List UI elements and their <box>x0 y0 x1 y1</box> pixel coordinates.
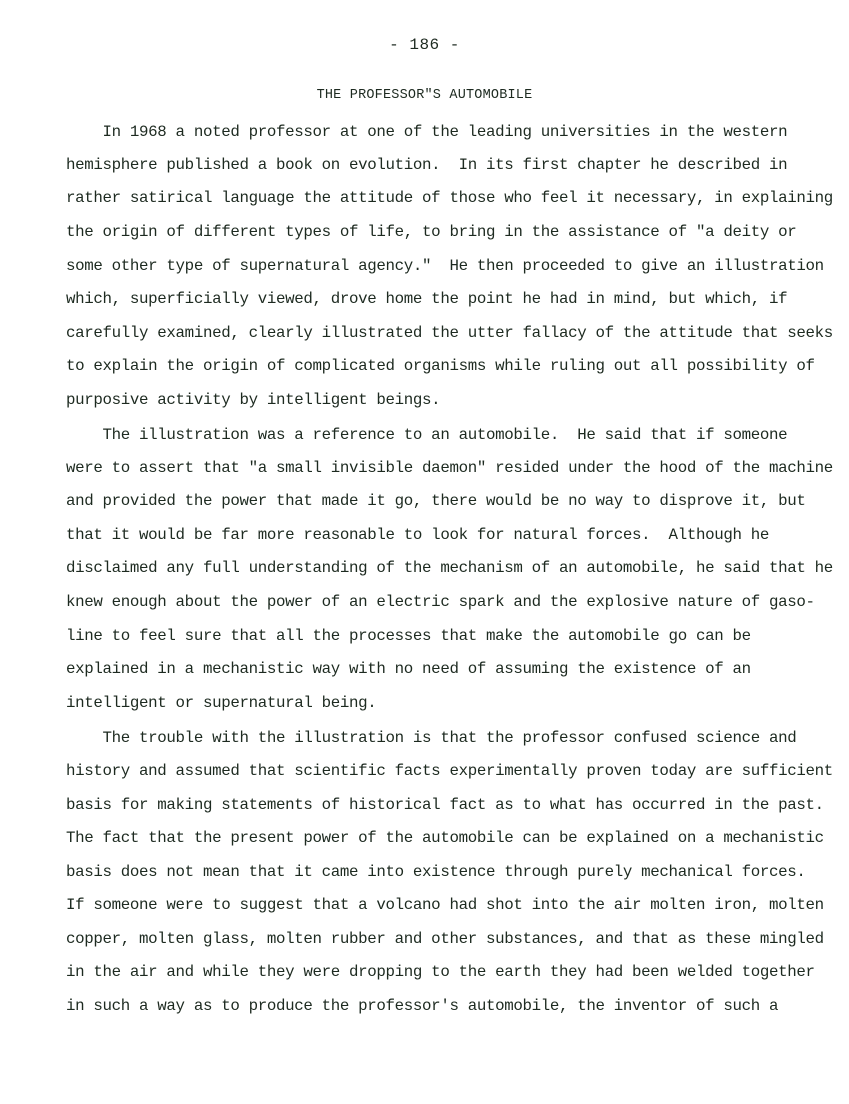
text-line: the origin of different types of life, to bring in the assistance of "a deity or <box>66 223 797 241</box>
text-line: were to assert that "a small invisible daemon" resided under the hood of the machine <box>66 459 833 477</box>
text-line: basis does not mean that it came into existence through purely mechanical forces. <box>66 863 806 881</box>
text-line: hemisphere published a book on evolution. In its first chapter he described in <box>66 156 788 174</box>
text-line: copper, molten glass, molten rubber and other substances, and that as these mingled <box>66 930 824 948</box>
text-line: carefully examined, clearly illustrated the utter fallacy of the attitude that seeks <box>66 324 833 342</box>
text-line: and provided the power that made it go, there would be no way to disprove it, but <box>66 492 806 510</box>
text-line: rather satirical language the attitude of those who feel it necessary, in explaining <box>66 189 833 207</box>
text-line: in such a way as to produce the professor's automobile, the inventor of such a <box>66 997 779 1015</box>
text-line: that it would be far more reasonable to look for natural forces. Although he <box>66 526 769 544</box>
text-line: in the air and while they were dropping to the earth they had been welded together <box>66 963 815 981</box>
text-line: In 1968 a noted professor at one of the leading universities in the western <box>66 123 788 141</box>
text-line: to explain the origin of complicated organisms while ruling out all possibility of <box>66 357 815 375</box>
text-line: line to feel sure that all the processes that make the automobile go can be <box>66 627 751 645</box>
page-number: - 186 - <box>389 36 460 54</box>
text-line: purposive activity by intelligent beings. <box>66 391 441 409</box>
text-line: The fact that the present power of the automobile can be explained on a mechanistic <box>66 829 824 847</box>
text-line: disclaimed any full understanding of the mechanism of an automobile, he said that he <box>66 559 833 577</box>
text-line: explained in a mechanistic way with no need of assuming the existence of an <box>66 660 751 678</box>
text-line: basis for making statements of historical fact as to what has occurred in the past. <box>66 796 824 814</box>
text-line: history and assumed that scientific facts experimentally proven today are sufficient <box>66 762 833 780</box>
text-line: which, superficially viewed, drove home the point he had in mind, but which, if <box>66 290 788 308</box>
text-line: If someone were to suggest that a volcano had shot into the air molten iron, molten <box>66 896 824 914</box>
text-line: The trouble with the illustration is that the professor confused science and <box>66 729 797 747</box>
text-line: knew enough about the power of an electric spark and the explosive nature of gaso- <box>66 593 815 611</box>
document-title: THE PROFESSOR"S AUTOMOBILE <box>316 88 533 103</box>
text-line: The illustration was a reference to an automobile. He said that if someone <box>66 426 788 444</box>
text-line: some other type of supernatural agency." He then proceeded to give an illustration <box>66 257 824 275</box>
text-line: intelligent or supernatural being. <box>66 694 377 712</box>
